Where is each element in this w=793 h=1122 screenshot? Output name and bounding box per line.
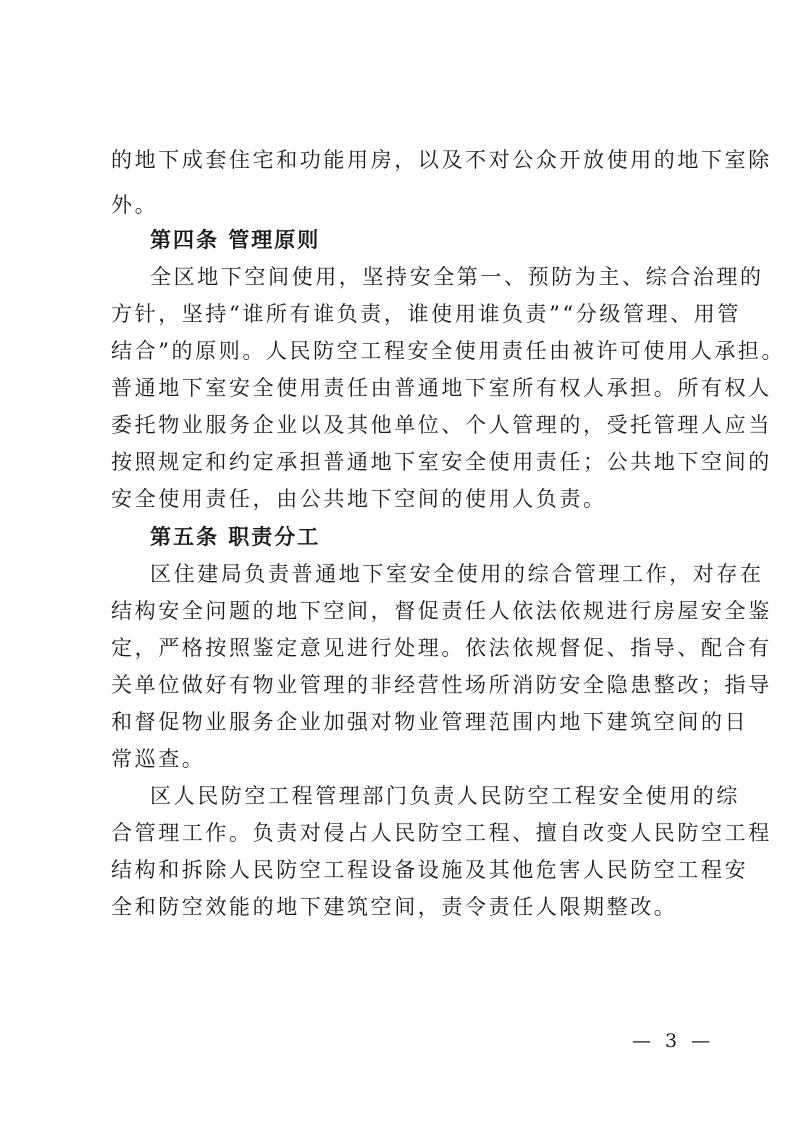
body-text-line: 结构和拆除人民防空工程设备设施及其他危害人民防空工程安 [111,858,749,882]
body-text-line: 方针，坚持“谁所有谁负责，谁使用谁负责”“分级管理、用管 [111,302,742,326]
article-heading: 第五条 职责分工 [150,525,321,549]
paragraph-first-line: 区人民防空工程管理部门负责人民防空工程安全使用的综 [150,784,740,808]
body-text-line: 的地下成套住宅和功能用房，以及不对公众开放使用的地下室除 [111,148,772,172]
paragraph-first-line: 区住建局负责普通地下室安全使用的综合管理工作，对存在 [150,562,764,586]
article-heading: 第四条 管理原则 [150,228,321,252]
body-text-line: 结合”的原则。人民防空工程安全使用责任由被许可使用人承担。 [111,339,786,363]
body-text-line: 全和防空效能的地下建筑空间，责令责任人限期整改。 [111,895,678,919]
body-text-line: 外。 [111,193,159,217]
body-text-line: 安全使用责任，由公共地下空间的使用人负责。 [111,487,607,511]
body-text-line: 按照规定和约定承担普通地下室安全使用责任；公共地下空间的 [111,450,772,474]
body-text-line: 结构安全问题的地下空间，督促责任人依法依规进行房屋安全鉴 [111,599,772,623]
body-text-line: 关单位做好有物业管理的非经营性场所消防安全隐患整改；指导 [111,673,772,697]
paragraph-first-line: 全区地下空间使用，坚持安全第一、预防为主、综合治理的 [150,265,764,289]
body-text-line: 委托物业服务企业以及其他单位、个人管理的，受托管理人应当 [111,413,772,437]
page-number: — 3 — [632,1030,715,1052]
body-text-line: 常巡查。 [111,747,206,771]
body-text-line: 普通地下室安全使用责任由普通地下室所有权人承担。所有权人 [111,376,772,400]
body-text-line: 合管理工作。负责对侵占人民防空工程、擅自改变人民防空工程 [111,821,772,845]
body-text-line: 定，严格按照鉴定意见进行处理。依法依规督促、指导、配合有 [111,636,772,660]
body-text-line: 和督促物业服务企业加强对物业管理范围内地下建筑空间的日 [111,710,749,734]
